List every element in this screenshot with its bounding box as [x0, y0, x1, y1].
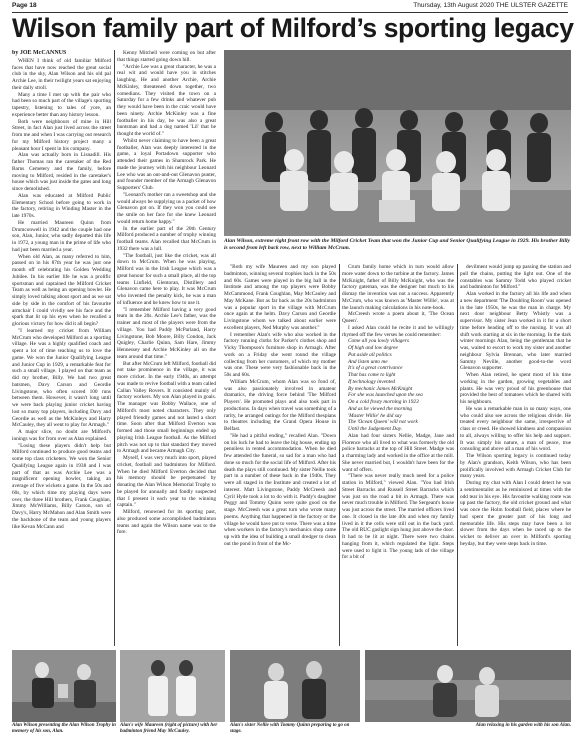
- stage-photo: [230, 650, 360, 722]
- poem-line: By mechanic James McKnight: [348, 385, 413, 392]
- article-paragraph: Myself, I was very much into sport, played cricket, football and badminton for Milford. When he died Milford Everton decided that his memory should be perpetuated by donating the Alan Wilson Memorial Trophy to be played for annually and fondly suspected that I present it each year to the winning captain.": [117, 455, 216, 509]
- article-column-1: [12, 50, 111, 646]
- garden-caption: Alan relaxing in his garden with his son Alan.: [475, 723, 571, 728]
- article-paragraph: "Losing these players didn't help but Milford continued to produce good teams and some top class cricketers. We won the Senior Qualifying League again in 1938 and I was part of that as was Archie Lee was a magnificent opening bowler, taking an average of five wickets a game. In the 50s and 60s, by which time my playing days were over, the three Hill brothers, Frank Coughlan, Jimmy McWilliams, Billy Carson, son of Davy's, Harry McMahon and Alan Smith were the backbone of the team and young players like Kevan McCann and: [12, 442, 111, 530]
- trophy-caption: Alan Wilson presenting the Alan Wilson Trophy in memory of his son, Alan.: [12, 723, 116, 734]
- article-paragraph: "The football, just like the cricket, was all down to McCrum. When he was playing, Milford was in the Irish League which was a great honour for such a small place, all the top teams Linfield, Glentoran, Distillery and Glenavon came here to play. It was McCrum who invented the penalty kick, he was a man of influence and he knew how to use it.: [117, 252, 216, 306]
- article-paragraph: Kenny Mitchell were coming on but after that things started going down hill.: [117, 50, 216, 63]
- article-column-4: [342, 264, 454, 646]
- article-paragraph: Alan had four sisters Nellie, Madge, Jane and Florence who all lived to what was formerly the old police barracks at the top of Hill Street. Madge was a charming lady and worked in the office at the mill. She never married but, I wouldn't have been for the want of offers.: [342, 432, 454, 473]
- headline: Wilson family part of Milford’s sporting legacy: [12, 13, 574, 43]
- article-paragraph: devilment would jump up passing the station and pull the chains, putting the light out. One of the constables was Sammy Todd who played cricket and badminton for Milford.": [460, 264, 571, 291]
- article-paragraph: Whilst never claiming to have been a great footballer, Alan was deeply interested in the game, a loyal Portadown supporter who attended their games in Shamrock Park. He made the journey with his neighbour Leonard Lee who was an out-and-out Glenavon punter, and founder member of the Armagh Glenavon Supporters' Club.: [117, 137, 216, 191]
- article-paragraph: "Leonard's mother ran a sweetshop and she would always be supplying us a packet of how Glenavon got on. If they won you could see the smile on her face for she knew Leonard would return home happy.": [117, 191, 216, 225]
- article-column-5: [460, 264, 571, 646]
- column-divider: [339, 264, 340, 646]
- article-paragraph: William McCrum, whom Alan was so fond of, was also passionately involved in amateur dramatics, the driving force behind 'The Milford Players'. He promoted plays and also took part in productions. In days when travel was something of a rarity, he arranged outings for the Milford thespians to theatres including the Grand Opera House in Belfast.: [224, 378, 336, 432]
- article-paragraph: During my chat with Alan I could detect he was a sentimentalist as he reminisced at times with the odd tear in his eye. His favourite walking route was up past the factory, the old cricket ground and what was once the Holm football field, places where he had spent the greater part of his long and memorable life. His steps may have been a lot slower from the days when he raced up to the wicket to deliver an over in Milford's sporting heyday, but they were steps back in time.: [460, 480, 571, 547]
- article-paragraph: "Both my wife Maureen and my son played badminton, winning several trophies back in the 50s and 60s. Games were played in the big hall in the Institute and among the top players were Bobby McCammond, Frank Coughlan, May McCauley and May McKane. But as far back as the 20s badminton was a popular sport in the village with McCrum once again at the helm. Davy Carson and Geordie Livingstone whom we talked about earlier were excellent players, Ned Murphy was another.": [224, 264, 336, 331]
- trophy-presentation-photo: [12, 650, 116, 722]
- article-paragraph: A major slice, no doubt are Milford's innings was for from over as Alan explained.: [12, 429, 111, 442]
- cricket-team-photo: [224, 50, 571, 236]
- team-photo-image: [224, 50, 571, 236]
- poem-line: Put aside all politics: [348, 351, 392, 358]
- article-paragraph: Alan worked in the factory all his life and when a new department 'The Doubling Room' was opened in the late 1950s, he was the man in charge. My next door neighbour Betty Whistly was a supervisor. My sister Jean worked in it for a short time before heading off to the nursing. It was all shift work starting at six in the morning. In the dark winter mornings Alan, being the gentleman that he was, waited to escort to work my sister and another neighbour Sylvia Brennan, who later married Sammy Neville, another good-to-the word Glenavon supporter.: [460, 291, 571, 372]
- column-4-body-continued: [342, 433, 454, 561]
- article-paragraph: "I remember Milford having a very good team in the 20s. Archie Lee's father, was the trainer and most of the players were from the village. You had Paddy McParland, Harry Livingstone, Bob Moore, Billy Condon, Jack Quigley, Charlie Quinn, Sam Hare, Jimmy Hennessey and Archie McKinley all on the team around that time.": [117, 306, 216, 360]
- article-paragraph: Both were neighbours of mine in Hill Street, in fact Alan just lived across the street from me and when I was carrying out research for my Milford history project many a pleasant hour I spent in his company.: [12, 118, 111, 152]
- page-number: Page 18: [12, 2, 37, 9]
- garden-photo: [365, 650, 571, 722]
- column-divider: [114, 50, 115, 646]
- poem-line: And listen unto me: [348, 358, 388, 365]
- column-5-body: [460, 264, 571, 548]
- article-paragraph: McCreesh wrote a poem about it, 'The Ocean Queen'.: [342, 311, 454, 324]
- column-divider: [457, 264, 458, 646]
- poem-line: That has come to light: [348, 372, 396, 378]
- article-paragraph: I remember Alan's wife who also worked in the factory running cloths for Parker's clothes shop and Vicky Thompson's furniture shop in Armagh. After work on a Friday she went round the village collecting from her customers, of which my mother was one. These were very fashionable back in the 50s and 60s.: [224, 331, 336, 378]
- article-paragraph: Many a time I met up with the pair who had been so much part of the village's sporting tapestry, listening to tales of yore, an experience better than any history lesson.: [12, 91, 111, 118]
- article-paragraph: I asked Alan could he recite it and he willingly rhymed off the few verses he could remember:: [342, 324, 454, 338]
- poem-line: If technology invented: [348, 378, 396, 385]
- stage-caption: Alan's sister Nellie with Tommy Quinn preparing to go on stage.: [230, 723, 350, 734]
- article-column-3: [224, 264, 336, 646]
- article-paragraph: Alan was actually born in Lisnadill. His father Thomas ran the caretaker of the Red Barns Cemetery and the family, before moving to Milford, resided in the caretaker's house which was just inside the gates and long since demolished.: [12, 152, 111, 192]
- poem-line: Until the Judgement Day.: [348, 426, 403, 432]
- poem-line: The 'Ocean Queen' will not work: [348, 419, 418, 426]
- article-paragraph: In the earlier part of the 20th Century Milford produced a number of trophy winning football teams. Alan recalled that McCrum in 1932 there was a lull.: [117, 225, 216, 252]
- poem: [342, 338, 454, 433]
- column-3-body: [224, 264, 336, 548]
- poem-line: It's of a great contrivance: [348, 365, 403, 372]
- article-paragraph: "There was never really much need for a police station in Milford," viewed Alan. "You had Irish Street Barracks and Russell Street Barracks which was just on the road a bit in Armagh. There was never much trouble in Milford. The Sergeant's house was just across the street. The married officers lived one. It closed in the late 40s and when my family lived in it the cells were still out in the back yard. The old RUC gaslight sign hung just above the door. It had to be lit at night. There were two chains hanging from it, which regulated the light. Steps were used to light it. The young lads of the village for a bit of: [342, 473, 454, 561]
- stage-photo-image: [230, 650, 360, 722]
- main-photo-caption: Alan Wilson, extreme right front row with the Milford Cricket Team that won the Junior Cup and Senior Qualifying League in 1929. His brother Billy is second from left back row, next to William McCrum.: [224, 238, 571, 251]
- article-paragraph: "He had a pitiful ending," recalled Alan. "Down on his luck he had to leave the big house, ending up penniless in rented accommodation. When he died few attended the funeral, so sad for a man who had done so much for the social life of Milford. After his death the plays still continued. My sister Nellie took part in a number of these back in the 1940s. They were all staged in the Institute and created a lot of interest. Matt Livingstone, Paddy McCreesh and Cyril Hyde took a lot to do with it. Paddy's daughter Peggy and Tommy Quinn were quite good on the stage. McCreesh was a great turn who wrote many poems. Anything that happened in the factory or the village he would have put to verse. There was a time when workers in the factory's mechanics shop came up with the idea of building a small dredger to clean out the pond in front of the Mc-: [224, 432, 336, 547]
- poem-line: Come all you lowly villagers: [348, 338, 409, 345]
- article-paragraph: "Archie Lee was a great character, he was a real wit and would have you in stitches laughing. He and another Archie, Archie McKinley, threatened down together, two comedians. They visited the town on a Saturday for a few drinks and whatever pub they would have been in the craic would have been ninety. Archie McKinley was a fine footballer in his day, he was also a great huntsman and had a dog named 'Lil' that he thought the world of.": [117, 63, 216, 137]
- article-paragraph: The Wilson sporting legacy is continued today by Alan's grandson, Keith Wilson, who has been prolifically involved with Armagh Cricket Club for many years.: [460, 453, 571, 480]
- article-paragraph: But after McCrum left Milford, football did not take prominence in the village, it was more cricket. In the early 1940s, an attempt was made to revive football with a team called Callan Valley Rovers. It consisted mainly of factory workers. My son Alan played in goals. The manager was Bobby Wallace, one of Milford's most noted characters. They only played friendly games and not lasted a short time. Soon after that Milford Everton was formed and those small beginnings ended up playing Irish League football. As the Milford pitch was not up to that standard they moved to Armagh and became Armagh City.: [117, 360, 216, 455]
- poem-line: For she was launched upon the sea: [348, 392, 423, 399]
- article-paragraph: Crum family home which in turn would allow more water down to the turbine at the factory. James McKnight, father of Billy McKnight, who was the factory gateman, was the designer but much to his dismay the invention was not a success. Apparently McCrum, who was known as 'Master Willie', was at the launch making calculations in his note-book.: [342, 264, 454, 311]
- column-2-body: [117, 50, 216, 536]
- badminton-photo: [120, 650, 225, 722]
- article-paragraph: He married Maureen Quinn from Drumconwell in 1942 and the couple had one son, Alan, Junior, who sadly departed this life in 1972, a young man in the prime of life who had just been married a year.: [12, 219, 111, 253]
- poem-line: And as he viewed the morning: [348, 405, 412, 412]
- article-paragraph: When Alan retired, he spent most of his time working in the garden, growing vegetables and plants. He was very proud of his greenhouse that provided the best of tomatoes which he shared with his neighbours.: [460, 372, 571, 405]
- poem-line: Of high and low degree: [348, 345, 398, 351]
- issue-date: Thursday, 13th August 2020 THE ULSTER GAZETTE: [413, 2, 568, 9]
- column-1-body: [12, 58, 111, 531]
- column-4-body: [342, 264, 454, 338]
- byline: by JOE McCANNUS: [12, 50, 67, 56]
- poem-line: On a cold frosty morning in 1923: [348, 399, 419, 405]
- trophy-photo-image: [12, 650, 116, 722]
- article-column-2: [117, 50, 216, 646]
- article-paragraph: Alan was educated at Milford Public Elementary School before going to work in the factory, retiring in Winding Master in the late 1970s.: [12, 192, 111, 219]
- article-paragraph: Milford, renowned for its sporting past, also produced some accomplished badminton teams and again the Wilson name was to the fore.: [117, 509, 216, 536]
- garden-photo-image: [365, 650, 571, 722]
- article-paragraph: When old Alan, as many referred to him, passed on in his 87th year he was just one month off celebrating his Golden Wedding Jubilee. In his earlier life he was a prolific sportsman and captained the Milford Cricket Team as well as being an opening bowler. He simply loved talking about sport and as we sat side by side in the comfort of his favourite armchair I could vividly see his face and the spark that lit up his eyes when he recalled a glorious victory for how did it all begin?: [12, 253, 111, 327]
- badminton-caption: Alan's wife Maureen (right of picture) with her badminton friend May McCauley.: [120, 723, 218, 734]
- article-paragraph: "I learned my cricket from William McCrum who developed Milford as a sporting village. He was a highly qualified coach and spent a lot of time teaching us to love the game. We won the Junior Qualifying League and Junior Cup in 1929, a remarkable feat for such a small village. I played on that team as did my brother, Billy. We had two great batsmen, Davy Carson and Geordie Livingstone, who often scored 100 runs between them. However, it wasn't long until we were back playing junior cricket having lost so many top players, including Davy and Geordie as well as the McKinleys and Harry McCauley, they all went to play for Armagh.": [12, 327, 111, 429]
- article-paragraph: WHEN I think of old familiar Milford faces that have now reached the great social club in the sky, Alan Wilson and his old pal Archie Lee, in their twilight years sat enjoying their daily stroll.: [12, 57, 111, 91]
- poem-line: 'Master Willie' he did say: [348, 412, 402, 419]
- article-paragraph: He was a remarkable man in so many ways, one who could also see across the religious divide. He treated every neighbour the same, irrespective of class or creed. He showed kindness and compassion to all, always willing to offer his help and support. It was simply his nature, a man of peace, true consoling and above all a man of his word.: [460, 405, 571, 453]
- badminton-photo-image: [120, 650, 225, 722]
